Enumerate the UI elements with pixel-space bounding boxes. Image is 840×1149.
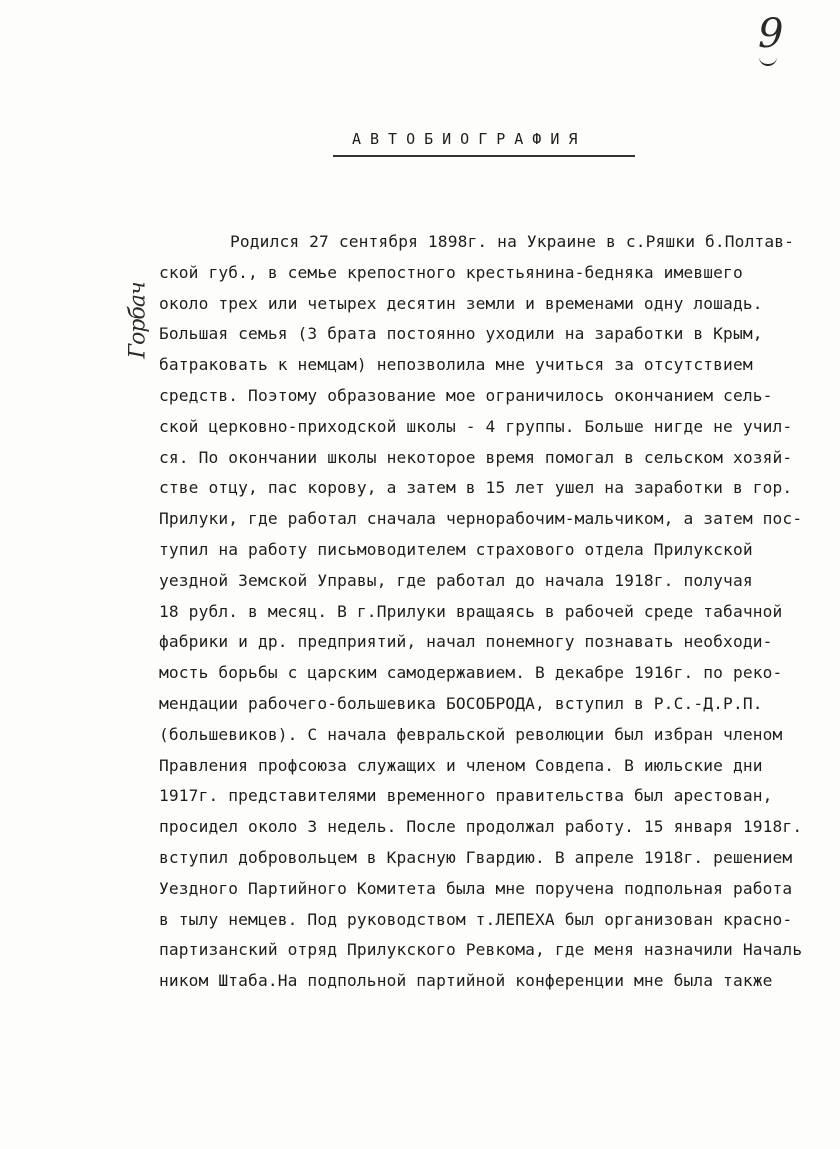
text-line: средств. Поэтому образование мое ограничилось окончанием сель- bbox=[159, 385, 773, 405]
text-line: Большая семья (3 брата постоянно уходили на заработки в Крым, bbox=[159, 324, 763, 344]
text-line: просидел около 3 недель. После продолжал работу. 15 января 1918г. bbox=[159, 817, 803, 837]
text-line: вступил добровольцем в Красную Гвардию. В апреле 1918г. решением bbox=[159, 847, 793, 867]
handwritten-margin-note bbox=[118, 258, 158, 358]
text-line: тупил на работу письмоводителем страхового отдела Прилукской bbox=[159, 539, 753, 559]
text-line: около трех или четырех десятин земли и временами одну лошадь. bbox=[159, 293, 763, 313]
text-line: фабрики и др. предприятий, начал понемногу познавать необходи- bbox=[159, 632, 773, 652]
text-line: ской церковно-приходской школы - 4 группы. Больше нигде не учил- bbox=[159, 416, 793, 436]
text-line: 18 рубл. в месяц. В г.Прилуки вращаясь в рабочей среде табачной bbox=[159, 601, 783, 621]
margin-note-text: Горбач bbox=[125, 282, 151, 359]
text-line: Правления профсоюза служащих и членом Совдепа. В июльские дни bbox=[159, 755, 763, 775]
text-line: батраковать к немцам) непозволила мне учиться за отсутствием bbox=[159, 355, 753, 375]
text-line: ником Штаба.На подпольной партийной конференции мне была также bbox=[159, 971, 773, 991]
title-underline bbox=[333, 155, 635, 157]
document-title: АВТОБИОГРАФИЯ bbox=[352, 130, 587, 148]
text-line: уездной Земской Управы, где работал до начала 1918г. получая bbox=[159, 570, 753, 590]
text-line: 1917г. представителями временного правительства был арестован, bbox=[159, 786, 773, 806]
page-number-underline bbox=[759, 56, 777, 66]
text-line: ся. По окончании школы некоторое время помогал в сельском хозяй- bbox=[159, 447, 793, 467]
text-line: мость борьбы с царским самодержавием. В декабре 1916г. по реко- bbox=[159, 663, 783, 683]
text-line: (большевиков). С начала февральской революции был избран членом bbox=[159, 724, 783, 744]
autobiography-body bbox=[159, 227, 839, 997]
text-line: Родился 27 сентября 1898г. на Украине в с.Ряшки б.Полтав- bbox=[230, 232, 795, 251]
text-line: мендации рабочего-большевика БОСОБРОДА, вступил в Р.С.-Д.Р.П. bbox=[159, 693, 763, 713]
text-line: Прилуки, где работал сначала чернорабочим-мальчиком, а затем пос- bbox=[159, 509, 803, 529]
text-line: партизанский отряд Прилукского Ревкома, где меня назначили Началь bbox=[159, 940, 803, 960]
text-line: Уездного Партийного Комитета была мне поручена подпольная работа bbox=[159, 878, 793, 898]
text-line: в тылу немцев. Под руководством т.ЛЕПЕХА был организован красно- bbox=[159, 909, 793, 929]
page-number: 9 bbox=[758, 11, 784, 57]
text-line: стве отцу, пас корову, а затем в 15 лет ушел на заработки в гор. bbox=[159, 478, 793, 498]
text-line: ской губ., в семье крепостного крестьянина-бедняка имевшего bbox=[159, 262, 743, 282]
